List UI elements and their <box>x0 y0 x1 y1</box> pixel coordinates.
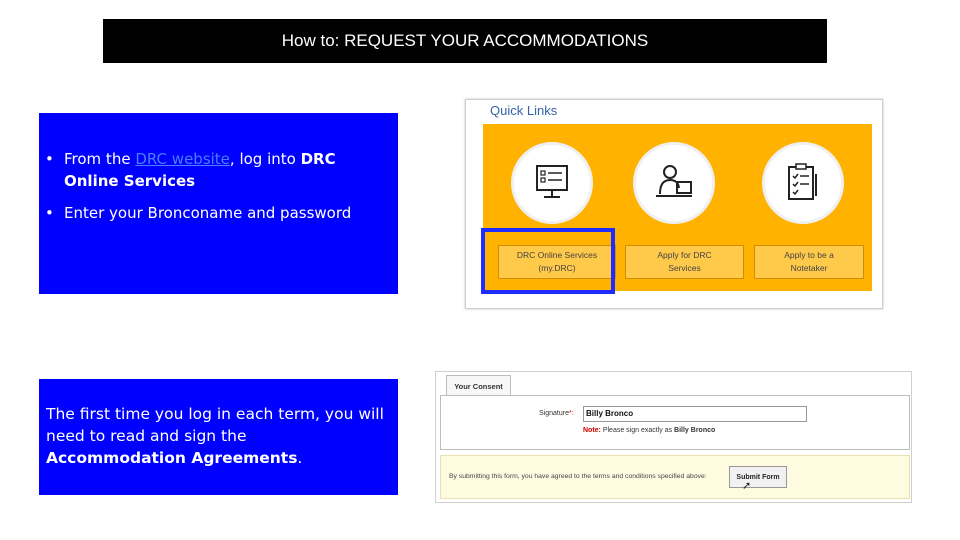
clipboard-checklist-icon-graphic <box>780 160 826 206</box>
paragraph-text: The first time you log in each term, you will need to read and sign the <box>46 405 384 445</box>
person-at-computer-icon-graphic <box>651 160 697 206</box>
note-text: Please sign exactly as <box>600 427 675 434</box>
instruction-list <box>45 148 390 234</box>
tab-your-consent[interactable]: Your Consent <box>446 375 511 396</box>
signature-note <box>583 427 715 434</box>
signature-label-text: Signature <box>539 410 569 417</box>
button-label: (my.DRC) <box>538 263 576 273</box>
agreement-paragraph <box>46 403 391 469</box>
apply-drc-services-button[interactable] <box>625 245 744 279</box>
button-label: Notetaker <box>790 263 828 273</box>
clipboard-checklist-icon[interactable] <box>762 142 844 224</box>
apply-notetaker-button[interactable] <box>754 245 864 279</box>
page-title: How to: REQUEST YOUR ACCOMMODATIONS <box>103 19 827 63</box>
button-label: Services <box>668 263 701 273</box>
computer-checklist-icon-graphic <box>529 160 575 206</box>
note-label: Note: <box>583 427 601 434</box>
instruction-text: Enter your Bronconame and password <box>64 204 352 222</box>
agreement-instructions-panel <box>39 379 398 495</box>
computer-checklist-icon[interactable] <box>511 142 593 224</box>
button-label: DRC Online Services <box>516 250 598 260</box>
submit-bar <box>440 455 910 499</box>
instruction-item-login <box>45 148 390 192</box>
person-at-computer-icon[interactable] <box>633 142 715 224</box>
signature-label <box>539 410 574 417</box>
quick-links-title: Quick Links <box>490 103 558 118</box>
accommodation-agreements-text: Accommodation Agreements <box>46 449 298 467</box>
mouse-cursor-icon: ➚ <box>742 480 752 492</box>
login-instructions-panel <box>39 113 398 294</box>
submit-form-button[interactable]: Submit Form <box>729 466 787 488</box>
consent-panel <box>440 395 910 450</box>
paragraph-end: . <box>297 449 303 467</box>
instruction-text: From the <box>64 150 136 168</box>
required-marker: *: <box>568 410 574 417</box>
instruction-text: , log into <box>229 150 301 168</box>
drc-website-link[interactable]: DRC website <box>135 150 230 168</box>
note-name: Billy Bronco <box>674 427 716 434</box>
button-label: Apply to be a <box>784 250 834 260</box>
signature-input[interactable]: Billy Bronco <box>583 406 807 422</box>
consent-form-screenshot <box>435 371 912 503</box>
drc-online-services-highlight <box>481 228 615 294</box>
instruction-item-credentials <box>45 202 390 224</box>
bullet-icon: • <box>45 204 54 222</box>
drc-online-services-text: DRC Online Services <box>64 150 336 190</box>
agreement-text: By submitting this form, you have agreed to the terms and conditions specified above: <box>449 473 707 480</box>
button-label: Apply for DRC <box>657 250 712 260</box>
bullet-icon: • <box>45 150 54 168</box>
